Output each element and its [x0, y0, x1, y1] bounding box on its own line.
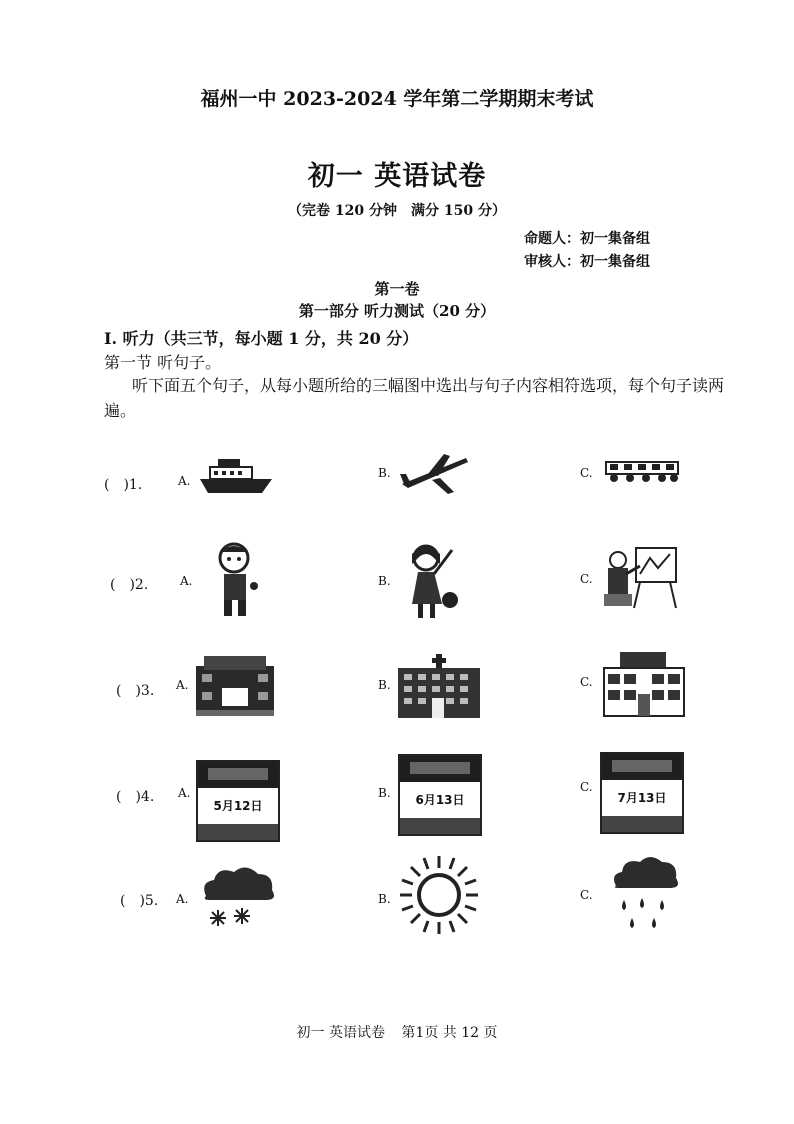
calendar-date: 6月13日	[415, 792, 465, 807]
airplane-icon	[396, 450, 472, 496]
author-line: 命题人：初一集备组	[524, 231, 650, 247]
option-label: C.	[580, 675, 593, 689]
calendar-date: 7月13日	[617, 790, 667, 805]
question-number[interactable]: ( )2.	[110, 577, 149, 593]
footer-page-number: 第1页 共 12 页	[401, 1025, 498, 1041]
page-footer	[0, 1022, 794, 1042]
instructions-text: 听下面五个句子，从每小题所给的三幅图中选出与句子内容相符选项，每个句子读两遍。	[104, 376, 725, 420]
question-number[interactable]: ( )1.	[104, 477, 143, 493]
footer-subject: 初一 英语试卷	[296, 1025, 385, 1041]
option-label: B.	[378, 466, 391, 480]
school-exam-title: 福州一中 2023-2024 学年第二学期期末考试	[200, 88, 594, 110]
ship-icon	[196, 455, 276, 495]
question-number[interactable]: ( )3.	[116, 683, 155, 699]
reviewer-line: 审核人：初一集备组	[524, 254, 650, 270]
option-label: C.	[580, 888, 593, 902]
option-label: C.	[580, 466, 593, 480]
exam-duration-score: （完卷 120 分钟 满分 150 分）	[288, 203, 506, 219]
option-label: A.	[178, 474, 191, 488]
option-label: B.	[378, 892, 391, 906]
volume-heading: 第一卷	[374, 280, 420, 298]
rain-icon	[608, 852, 682, 938]
school-building-icon	[600, 648, 686, 720]
train-icon	[602, 458, 682, 484]
option-label: A.	[180, 574, 193, 588]
option-label: A.	[176, 678, 189, 692]
snow-icon	[196, 862, 280, 936]
question-number[interactable]: ( )5.	[120, 893, 159, 909]
option-label: C.	[580, 780, 593, 794]
calendar-card	[398, 754, 482, 836]
option-label: A.	[178, 786, 191, 800]
question-number[interactable]: ( )4.	[116, 789, 155, 805]
option-label: A.	[176, 892, 189, 906]
sun-icon	[396, 852, 482, 938]
subsection-heading: 第一节 听句子。	[104, 353, 222, 372]
page-title: 初一 英语试卷	[307, 161, 487, 192]
option-label: B.	[378, 786, 391, 800]
part-heading: 第一部分 听力测试（20 分）	[298, 302, 496, 320]
calendar-card	[196, 760, 280, 842]
girl-dancing-icon	[404, 540, 466, 620]
calendar-card	[600, 752, 684, 834]
section-heading: I. 听力（共三节，每小题 1 分，共 20 分）	[104, 329, 419, 348]
option-label: B.	[378, 678, 391, 692]
building-icon	[194, 652, 276, 718]
option-label: B.	[378, 574, 391, 588]
hospital-icon	[396, 654, 482, 720]
calendar-date: 5月12日	[213, 798, 263, 813]
boy-icon	[210, 540, 262, 620]
person-painting-icon	[600, 544, 684, 610]
option-label: C.	[580, 572, 593, 586]
